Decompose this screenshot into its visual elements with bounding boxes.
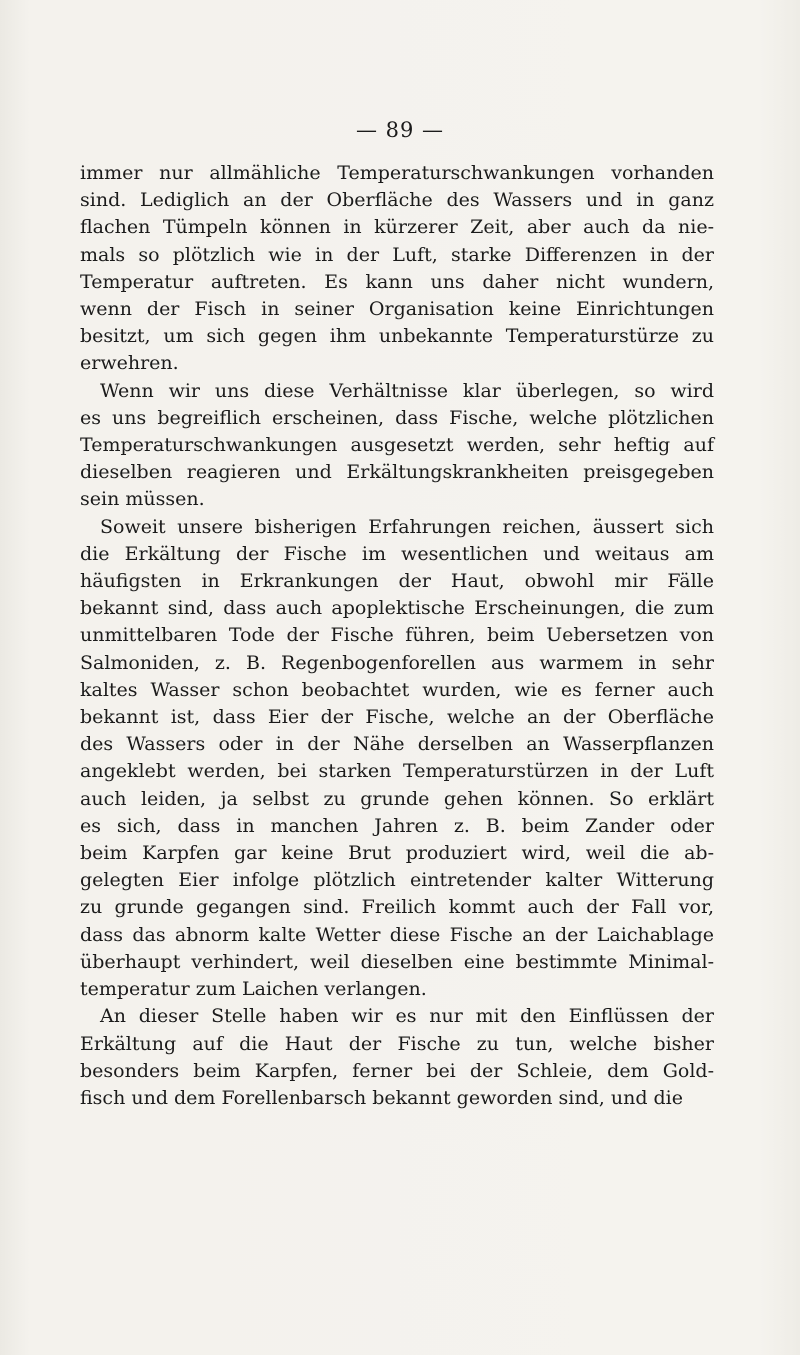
text-line: überhaupt verhindert, weil dieselben eine bestimmte Minimal- bbox=[80, 950, 714, 973]
text-line: beim Karpfen gar keine Brut produziert wird, weil die ab- bbox=[80, 842, 714, 865]
text-line: unmittelbaren Tode der Fische führen, beim Uebersetzen von bbox=[80, 624, 714, 647]
text-line: zu grunde gegangen sind. Freilich kommt auch der Fall vor, bbox=[80, 896, 714, 919]
body-text bbox=[80, 160, 714, 1112]
text-line: An dieser Stelle haben wir es nur mit den Einflüssen der bbox=[100, 1005, 714, 1028]
text-line: Salmoniden, z. B. Regenbogenforellen aus warmem in sehr bbox=[80, 651, 714, 674]
text-line: sind. Lediglich an der Oberfläche des Wassers und in ganz bbox=[80, 189, 714, 212]
text-line: besitzt, um sich gegen ihm unbekannte Temperaturstürze zu bbox=[80, 325, 714, 348]
text-line: des Wassers oder in der Nähe derselben an Wasserpflanzen bbox=[80, 733, 714, 756]
text-line: erwehren. bbox=[80, 352, 179, 375]
text-line: Wenn wir uns diese Verhältnisse klar überlegen, so wird bbox=[100, 379, 714, 402]
text-line: bekannt sind, dass auch apoplektische Erscheinungen, die zum bbox=[80, 597, 714, 620]
text-line: Erkältung auf die Haut der Fische zu tun, welche bisher bbox=[80, 1032, 714, 1055]
text-line: kaltes Wasser schon beobachtet wurden, wie es ferner auch bbox=[80, 678, 714, 701]
text-line: gelegten Eier infolge plötzlich eintretender kalter Witterung bbox=[80, 869, 714, 892]
text-line: dieselben reagieren und Erkältungskrankheiten preisgegeben bbox=[80, 461, 714, 484]
text-line: temperatur zum Laichen verlangen. bbox=[80, 978, 427, 1001]
text-line: Temperaturschwankungen ausgesetzt werden, sehr heftig auf bbox=[80, 434, 714, 457]
text-line: bekannt ist, dass Eier der Fische, welche an der Oberfläche bbox=[80, 706, 714, 729]
text-line: wenn der Fisch in seiner Organisation keine Einrichtungen bbox=[80, 298, 714, 321]
text-line: sein müssen. bbox=[80, 488, 205, 511]
text-line: es uns begreiflich erscheinen, dass Fische, welche plötzlichen bbox=[80, 406, 714, 429]
text-line: auch leiden, ja selbst zu grunde gehen können. So erklärt bbox=[80, 787, 714, 810]
text-line: es sich, dass in manchen Jahren z. B. beim Zander oder bbox=[80, 814, 714, 837]
text-line: mals so plötzlich wie in der Luft, starke Differenzen in der bbox=[80, 243, 714, 266]
text-line: immer nur allmähliche Temperaturschwankungen vorhanden bbox=[80, 162, 714, 184]
text-line: flachen Tümpeln können in kürzerer Zeit, aber auch da nie- bbox=[80, 216, 714, 239]
text-line: besonders beim Karpfen, ferner bei der Schleie, dem Gold- bbox=[80, 1059, 714, 1082]
paragraph bbox=[80, 378, 714, 514]
text-line: fisch und dem Forellenbarsch bekannt geworden sind, und die bbox=[80, 1086, 683, 1109]
paragraph bbox=[80, 160, 714, 378]
text-line: angeklebt werden, bei starken Temperaturstürzen in der Luft bbox=[80, 760, 714, 783]
text-line: dass das abnorm kalte Wetter diese Fische an der Laichablage bbox=[80, 923, 714, 946]
text-line: die Erkältung der Fische im wesentlichen und weitaus am bbox=[80, 542, 714, 565]
text-line: häufigsten in Erkrankungen der Haut, obwohl mir Fälle bbox=[80, 570, 714, 593]
paragraph bbox=[80, 1003, 714, 1112]
page-number: — 89 — bbox=[355, 118, 445, 142]
paragraph bbox=[80, 514, 714, 1004]
text-line: Temperatur auftreten. Es kann uns daher nicht wundern, bbox=[80, 270, 714, 293]
text-line: Soweit unsere bisherigen Erfahrungen reichen, äussert sich bbox=[100, 515, 714, 538]
